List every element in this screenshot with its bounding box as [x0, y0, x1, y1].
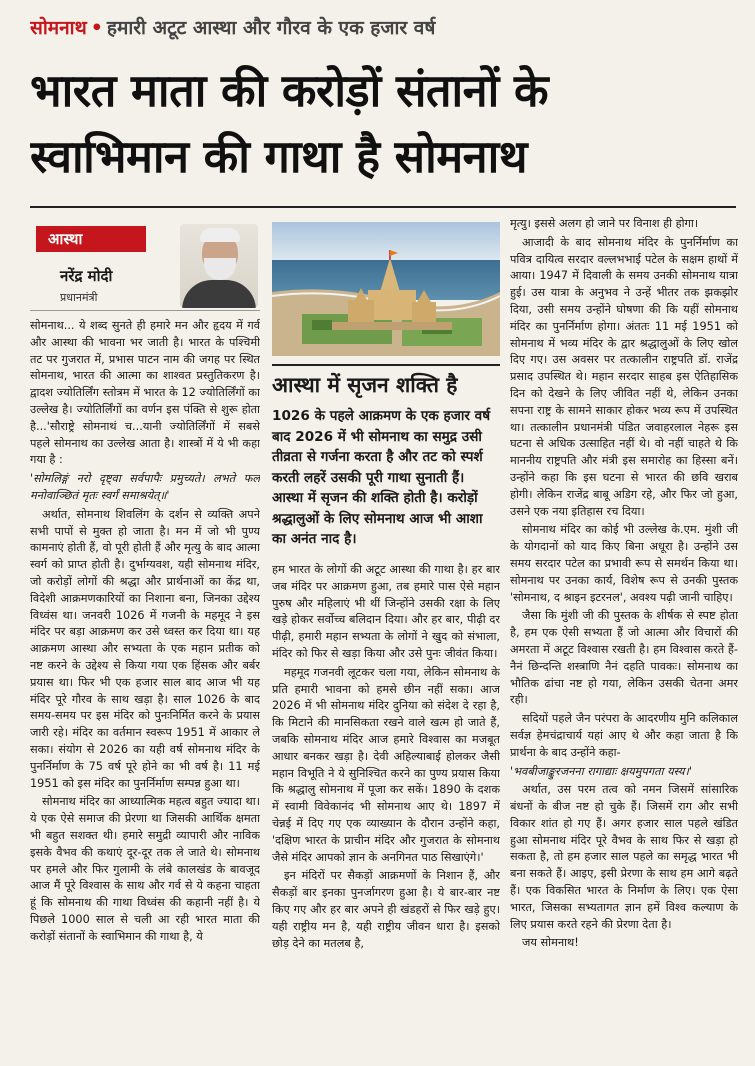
kicker-subtitle: हमारी अटूट आस्था और गौरव के एक हजार वर्ष: [106, 17, 436, 39]
kicker-brand: सोमनाथ: [30, 17, 87, 39]
page-headline: [30, 58, 730, 190]
paragraph: इन मंदिरों पर सैकड़ों आक्रमणों के निशान हैं, और सैकड़ों बार इनका पुनर्जागरण हुआ है। ये बार-बार नष्ट किए गए और हर बार अपने ही खंडहरों से फिर खड़े हुए। यही राष्ट्रीय मन है, यही राष्ट्रीय जीवन धारा है। इसको छोड़ देने का मतलब है,: [272, 869, 500, 950]
headline-divider: [30, 206, 736, 208]
author-portrait: [180, 224, 258, 308]
headline-line-1: भारत माता की करोड़ों संतानों के: [30, 64, 549, 117]
sanskrit-verse: 'सोमलिङ्गं नरो दृष्ट्वा सर्वपापैः प्रमुच्यते। लभते फलं मनोवाञ्छितं मृतः स्वर्गं समाश्रयेत्॥': [30, 472, 260, 502]
category-badge: आस्था: [36, 226, 146, 252]
section-kicker: [30, 14, 730, 48]
kicker-separator: •: [90, 17, 103, 39]
paragraph: हम भारत के लोगों की अटूट आस्था की गाथा है। हर बार जब मंदिर पर आक्रमण हुआ, तब हमारे पास ऐसे महान पुरुष और महिलाएं भी थीं जिन्होंने उसकी रक्षा के लिए खड़े होकर सर्वोच्च बलिदान दिया। और हर बार, पीढ़ी दर पीढ़ी, हमारी महान सभ्यता के लोगों ने खुद को संभाला, मंदिर को फिर से खड़ा किया और उसे पुनः जीवंत किया।: [272, 563, 500, 660]
headline-line-2: स्वाभिमान की गाथा है सोमनाथ: [30, 130, 528, 183]
paragraph: मृत्यु। इससे अलग हो जाने पर विनाश ही होगा।: [510, 217, 699, 230]
author-byline: [30, 220, 260, 311]
paragraph: आजादी के बाद सोमनाथ मंदिर के पुनर्निर्माण का पवित्र दायित्व सरदार वल्लभभाई पटेल के सक्षम हाथों में आया। 1947 में दिवाली के समय उनकी सोमनाथ यात्रा हुई। उस यात्रा के अनुभव ने उन्हें भीतर तक झकझोर दिया, उसी समय उन्होंने घोषणा की कि यहीं सोमनाथ मंदिर का पुनर्निर्माण होगा। अंततः 11 मई 1951 को सोमनाथ में भव्य मंदिर के द्वार श्रद्धालुओं के लिए खोल दिए गए। उस अवसर पर तत्कालीन राष्ट्रपति डॉ. राजेंद्र प्रसाद उपस्थित थे। महान सरदार साहब इस ऐतिहासिक दिन को देखने के लिए जीवित नहीं थे, लेकिन उनका सपना राष्ट्र के सामने साकार होकर भव्य रूप में उपस्थित था। तत्कालीन प्रधानमंत्री पंडित जवाहरलाल नेहरू इस घटना से अधिक उत्साहित नहीं थे। वो नहीं चाहते थे कि माननीय राष्ट्रपति और मंत्री इस समारोह का हिस्सा बनें। उन्होंने कहा कि इस घटना से भारत की छवि खराब होगी। लेकिन राजेंद्र बाबू अडिग रहे, और फिर जो हुआ, उसने एक नया इतिहास रच दिया।: [510, 235, 738, 518]
paragraph: सदियों पहले जैन परंपरा के आदरणीय मुनि कलिकाल सर्वज्ञ हेमचंद्राचार्य यहां आए थे और कहा जाता है कि प्रार्थना के बाद उन्होंने कहा-: [510, 712, 738, 759]
paragraph: अर्थात, सोमनाथ शिवलिंग के दर्शन से व्यक्ति अपने सभी पापों से मुक्त हो जाता है। मन में जो भी पुण्य कामनाएं होती हैं, वो पूरी होती हैं और मृत्यु के बाद आत्मा स्वर्ग को प्राप्त होती है। दुर्भाग्यवश, यही सोमनाथ मंदिर, जो करोड़ों लोगों की श्रद्धा और प्रार्थनाओं का केंद्र था, विदेशी आक्रमणकारियों का निशाना बना, जिनका उद्देश्य विध्वंस था। जनवरी 1026 में गजनी के महमूद ने इस मंदिर पर बड़ा आक्रमण कर उसे ध्वस्त कर दिया था। यह आक्रमण आस्था और सभ्यता के एक महान प्रतीक को नष्ट करने के उद्देश्य से किया गया एक हिंसक और बर्बर प्रयास था। फिर भी एक हजार साल बाद आज भी यह मंदिर पूरे गौरव के साथ खड़ा है। साल 1026 के बाद समय-समय पर इस मंदिर को पुनःनिर्मित करने के प्रयास जारी रहे। मंदिर का वर्तमान स्वरूप 1951 में आकार ले सका। संयोग से 2026 का यही वर्ष सोमनाथ मंदिर के पुनर्निर्माण के 75 वर्ष पूरे होने का भी वर्ष है। 11 मई 1951 को इस मंदिर का पुनर्निर्माण सम्पन्न हुआ था।: [30, 507, 260, 790]
sanskrit-verse: 'भवबीजाङ्कुरजनना रागाद्याः क्षयमुपगता यस्य।': [510, 764, 692, 778]
article-column-2: [272, 562, 500, 1060]
pull-quote-title: आस्था में सृजन शक्ति है: [272, 372, 458, 397]
author-designation: प्रधानमंत्री: [60, 291, 98, 304]
closing-line: जय सोमनाथ!: [522, 936, 579, 950]
author-name: नरेंद्र मोदी: [60, 267, 113, 285]
paragraph: सोमनाथ... ये शब्द सुनते ही हमारे मन और हृदय में गर्व और आस्था की भावना भर जाती है। भारत के पश्चिमी तट पर गुजरात में, प्रभास पाटन नाम की जगह पर स्थित सोमनाथ, भारत की आत्मा का शाश्वत प्रस्तुतिकरण है। द्वादश ज्योतिर्लिंग स्तोत्रम में भारत के 12 ज्योतिर्लिंगों का उल्लेख है। ज्योतिर्लिंगों का वर्णन इस पंक्ति से शुरू होता है...'सौराष्ट्रे सोमनाथं च...यानी ज्योतिर्लिंगों में सबसे पहले सोमनाथ का उल्लेख आता है। शास्त्रों में ये भी कहा गया है :: [30, 319, 260, 467]
paragraph: सोमनाथ मंदिर का कोई भी उल्लेख के.एम. मुंशी जी के योगदानों को याद किए बिना अधूरा है। उन्होंने उस समय सरदार पटेल का प्रभावी रूप से समर्थन किया था। सोमनाथ पर उनका कार्य, विशेष रूप से उनकी पुस्तक 'सोमनाथ, द श्राइन इटरनल', अवश्य पढ़ी जानी चाहिए।: [510, 523, 738, 604]
paragraph: अर्थात, उस परम तत्व को नमन जिसमें सांसारिक बंधनों के बीज नष्ट हो चुके हैं। जिसमें राग और सभी विकार शांत हो गए हैं। अगर हजार साल पहले खंडित हुआ सोमनाथ मंदिर पूरे वैभव के साथ फिर से खड़ा हो सकता है, तो हम हजार साल पहले का समृद्ध भारत भी बना सकते हैं। आइए, इसी प्रेरणा के साथ हम आगे बढ़ते हैं। एक विकसित भारत के निर्माण के लिए। एक ऐसा भारत, जिसका सभ्यतागत ज्ञान हमें विश्व कल्याण के लिए प्रयास करते रहने की प्रेरणा देता है।: [510, 783, 738, 931]
pull-quote-box: [272, 364, 500, 556]
article-column-3: [510, 216, 738, 1060]
paragraph: सोमनाथ मंदिर का आध्यात्मिक महत्व बहुत ज्यादा था। ये एक ऐसे समाज की प्रेरणा था जिसकी आर्थिक क्षमता भी बहुत सशक्त थी। हमारे समुद्री व्यापारी और नाविक इसके वैभव की कथाएं दूर-दूर तक ले जाते थे। सोमनाथ पर हमले और फिर गुलामी के लंबे कालखंड के बावजूद आज मैं पूरे विश्वास के साथ और गर्व से ये कहना चाहता हूं कि सोमनाथ की गाथा विध्वंस की कहानी नहीं है। ये पिछले 1000 साल से चली आ रही भारत माता की करोड़ों संतानों के स्वाभिमान की गाथा है, ये: [30, 795, 260, 943]
article-column-1: [30, 318, 260, 1060]
paragraph: महमूद गजनवी लूटकर चला गया, लेकिन सोमनाथ के प्रति हमारी भावना को हमसे छीन नहीं सका। आज 2026 में भी सोमनाथ मंदिर दुनिया को संदेश दे रहा है, कि मिटाने की मानसिकता रखने वाले खत्म हो जाते हैं, जबकि सोमनाथ मंदिर आज हमारे विश्वास का मजबूत आधार बनकर खड़ा है। देवी अहिल्याबाई होलकर जैसी महान विभूति ने ये सुनिश्चित करने का पुण्य प्रयास किया कि श्रद्धालु सोमनाथ में पूजा कर सकें। 1890 के दशक में स्वामी विवेकानंद भी सोमनाथ आए थे। 1897 में चेन्नई में दिए गए एक व्याख्यान के दौरान उन्होंने कहा, 'दक्षिण भारत के प्राचीन मंदिर और गुजरात के सोमनाथ जैसे मंदिर आपको ज्ञान के अनगिनत पाठ सिखाएंगे।': [272, 665, 500, 864]
pull-quote-text: 1026 के पहले आक्रमण के एक हजार वर्ष बाद 2026 में भी सोमनाथ का समुद्र उसी तीव्रता से गर्जना करता है और तट को स्पर्श करती लहरें उसकी पूरी गाथा सुनाती हैं। आस्था में सृजन की शक्ति होती है। करोड़ों श्रद्धालुओं के लिए सोमनाथ आज भी आशा का अनंत नाद है।: [272, 408, 491, 547]
somnath-temple-photo: [272, 222, 500, 356]
paragraph: जैसा कि मुंशी जी की पुस्तक के शीर्षक से स्पष्ट होता है, हम एक ऐसी सभ्यता हैं जो आत्मा और विचारों की अमरता में अटूट विश्वास रखती है। हम विश्वास करते हैं- नैनं छिन्दन्ति शस्त्राणि नैनं दहति पावकः। सोमनाथ का भौतिक ढांचा नष्ट हो गया, लेकिन उसकी चेतना अमर रही।: [510, 609, 738, 707]
